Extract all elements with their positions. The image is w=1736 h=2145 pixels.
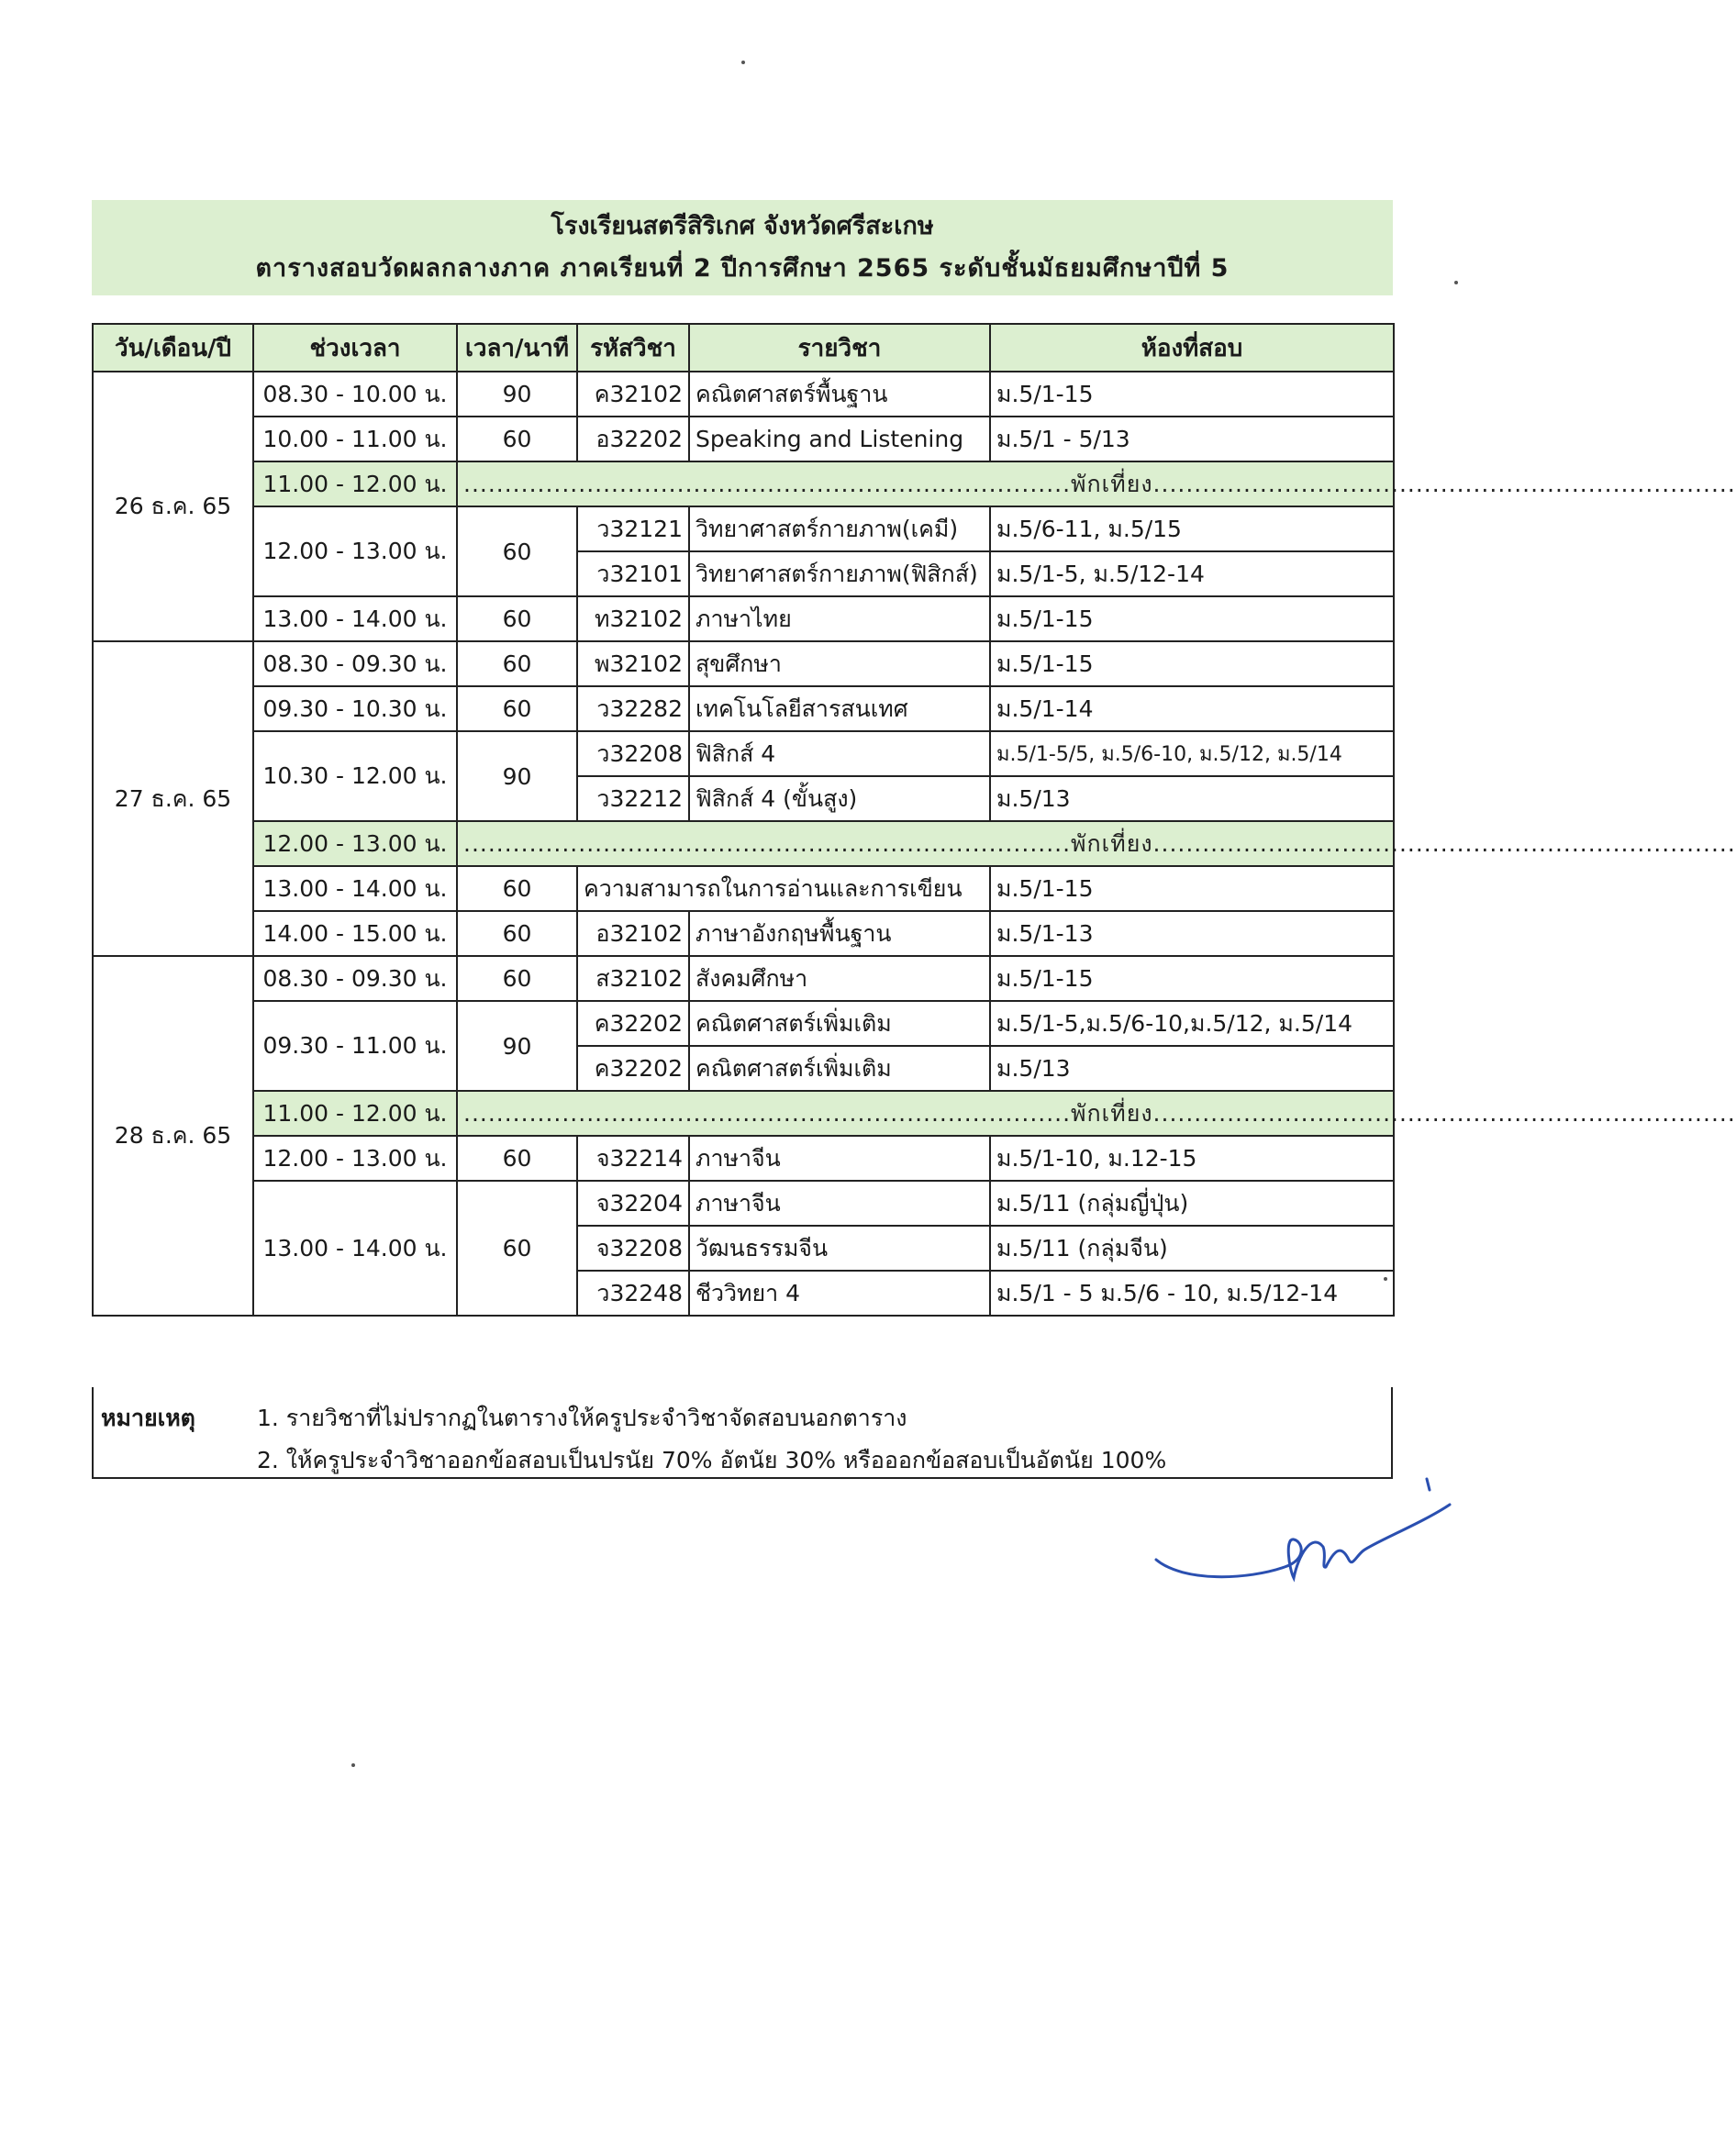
subject-cell: ภาษาจีน (689, 1136, 990, 1181)
code-cell: จ32214 (577, 1136, 689, 1181)
room-cell: ม.5/1-5/5, ม.5/6-10, ม.5/12, ม.5/14 (990, 731, 1394, 776)
room-cell: ม.5/1-15 (990, 372, 1394, 417)
minutes-cell: 90 (457, 1001, 577, 1091)
room-cell: ม.5/1-5, ม.5/12-14 (990, 551, 1394, 596)
exam-date: 26 ธ.ค. 65 (93, 372, 253, 641)
minutes-cell: 90 (457, 731, 577, 821)
exam-date: 27 ธ.ค. 65 (93, 641, 253, 956)
room-cell: ม.5/13 (990, 776, 1394, 821)
table-row (93, 417, 1394, 461)
col-header-minutes: เวลา/นาที (457, 324, 577, 372)
subject-cell: คณิตศาสตร์พื้นฐาน (689, 372, 990, 417)
minutes-cell: 60 (457, 686, 577, 731)
room-cell: ม.5/1-14 (990, 686, 1394, 731)
header-row (93, 324, 1394, 372)
room-cell: ม.5/11 (กลุ่มญี่ปุ่น) (990, 1181, 1394, 1226)
time-cell: 14.00 - 15.00 น. (253, 911, 457, 956)
lunch-break-row (93, 821, 1394, 866)
col-header-subject: รายวิชา (689, 324, 990, 372)
time-cell: 12.00 - 13.00 น. (253, 1136, 457, 1181)
table-row (93, 731, 1394, 776)
code-cell: ว32101 (577, 551, 689, 596)
room-cell: ม.5/1-5,ม.5/6-10,ม.5/12, ม.5/14 (990, 1001, 1394, 1046)
subject-cell: ภาษาไทย (689, 596, 990, 641)
lunch-break-row (93, 1091, 1394, 1136)
code-cell: ว32248 (577, 1271, 689, 1316)
col-header-room: ห้องที่สอบ (990, 324, 1394, 372)
table-row (93, 1181, 1394, 1226)
signature-tick (1427, 1479, 1430, 1490)
room-cell: ม.5/1 - 5 ม.5/6 - 10, ม.5/12-14 (990, 1271, 1394, 1316)
lunch-break-row (93, 461, 1394, 506)
minutes-cell: 60 (457, 506, 577, 596)
notes-label: หมายเหตุ (101, 1405, 195, 1431)
subject-cell: Speaking and Listening (689, 417, 990, 461)
time-cell: 09.30 - 11.00 น. (253, 1001, 457, 1091)
minutes-cell: 60 (457, 641, 577, 686)
exam-schedule-table (92, 323, 1736, 1317)
time-cell: 10.30 - 12.00 น. (253, 731, 457, 821)
time-cell: 13.00 - 14.00 น. (253, 596, 457, 641)
table-row (93, 1136, 1394, 1181)
exam-date: 28 ธ.ค. 65 (93, 956, 253, 1316)
col-header-code: รหัสวิชา (577, 324, 689, 372)
scan-speck (1454, 281, 1458, 284)
subject-cell: เทคโนโลยีสารสนเทศ (689, 686, 990, 731)
note-item: 1. รายวิชาที่ไม่ปรากฏในตารางให้ครูประจำวิชาจัดสอบนอกตาราง (257, 1405, 907, 1431)
time-cell: 12.00 - 13.00 น. (253, 506, 457, 596)
room-cell: ม.5/1-15 (990, 866, 1394, 911)
table-row (93, 866, 1394, 911)
code-cell: อ32202 (577, 417, 689, 461)
room-cell: ม.5/6-11, ม.5/15 (990, 506, 1394, 551)
time-cell: 08.30 - 09.30 น. (253, 641, 457, 686)
room-cell: ม.5/1-10, ม.12-15 (990, 1136, 1394, 1181)
table-row (93, 956, 1394, 1001)
table-row (93, 686, 1394, 731)
code-cell: จ32204 (577, 1181, 689, 1226)
minutes-cell: 60 (457, 1181, 577, 1316)
time-cell: 08.30 - 10.00 น. (253, 372, 457, 417)
table-row (93, 911, 1394, 956)
subject-cell: ภาษาจีน (689, 1181, 990, 1226)
scan-speck (1384, 1277, 1387, 1281)
col-header-date: วัน/เดือน/ปี (93, 324, 253, 372)
school-name: โรงเรียนสตรีสิริเกศ จังหวัดศรีสะเกษ (551, 212, 934, 240)
room-cell: ม.5/1-15 (990, 956, 1394, 1001)
code-cell: อ32102 (577, 911, 689, 956)
code-cell: ค32202 (577, 1001, 689, 1046)
room-cell: ม.5/1 - 5/13 (990, 417, 1394, 461)
time-cell: 12.00 - 13.00 น. (253, 821, 457, 866)
lunch-break-label: ..........................................................................พักเที่ยง....................................................................... (457, 461, 1394, 506)
subject-cell: วิทยาศาสตร์กายภาพ(ฟิสิกส์) (689, 551, 990, 596)
lunch-break-label: ..........................................................................พักเที่ยง....................................................................... (457, 1091, 1394, 1136)
subject-cell: คณิตศาสตร์เพิ่มเติม (689, 1001, 990, 1046)
code-cell: ว32208 (577, 731, 689, 776)
subject-cell: ความสามารถในการอ่านและการเขียน (577, 866, 990, 911)
exam-subtitle: ตารางสอบวัดผลกลางภาค ภาคเรียนที่ 2 ปีการศึกษา 2565 ระดับชั้นมัธยมศึกษาปีที่ 5 (255, 254, 1230, 283)
subject-cell: สังคมศึกษา (689, 956, 990, 1001)
subject-cell: สุขศึกษา (689, 641, 990, 686)
table-row (93, 596, 1394, 641)
lunch-break-label: ..........................................................................พักเที่ยง....................................................................... (457, 821, 1394, 866)
table-row (93, 1001, 1394, 1046)
code-cell: ว32282 (577, 686, 689, 731)
table-row (93, 506, 1394, 551)
code-cell: ค32202 (577, 1046, 689, 1091)
signature-mark (1147, 1468, 1459, 1615)
room-cell: ม.5/13 (990, 1046, 1394, 1091)
code-cell: ท32102 (577, 596, 689, 641)
subject-cell: ชีววิทยา 4 (689, 1271, 990, 1316)
minutes-cell: 60 (457, 417, 577, 461)
title-band (92, 200, 1393, 295)
minutes-cell: 90 (457, 372, 577, 417)
note-item: 2. ให้ครูประจำวิชาออกข้อสอบเป็นปรนัย 70% อัตนัย 30% หรือออกข้อสอบเป็นอัตนัย 100% (257, 1447, 1167, 1473)
minutes-cell: 60 (457, 1136, 577, 1181)
subject-cell: คณิตศาสตร์เพิ่มเติม (689, 1046, 990, 1091)
subject-cell: ภาษาอังกฤษพื้นฐาน (689, 911, 990, 956)
subject-cell: วัฒนธรรมจีน (689, 1226, 990, 1271)
time-cell: 13.00 - 14.00 น. (253, 1181, 457, 1316)
code-cell: ส32102 (577, 956, 689, 1001)
time-cell: 10.00 - 11.00 น. (253, 417, 457, 461)
minutes-cell: 60 (457, 911, 577, 956)
minutes-cell: 60 (457, 956, 577, 1001)
scan-speck (351, 1763, 355, 1767)
code-cell: พ32102 (577, 641, 689, 686)
subject-cell: ฟิสิกส์ 4 (ขั้นสูง) (689, 776, 990, 821)
time-cell: 09.30 - 10.30 น. (253, 686, 457, 731)
col-header-time: ช่วงเวลา (253, 324, 457, 372)
code-cell: ว32121 (577, 506, 689, 551)
minutes-cell: 60 (457, 866, 577, 911)
table-row (93, 641, 1394, 686)
time-cell: 11.00 - 12.00 น. (253, 461, 457, 506)
room-cell: ม.5/1-13 (990, 911, 1394, 956)
subject-cell: ฟิสิกส์ 4 (689, 731, 990, 776)
minutes-cell: 60 (457, 596, 577, 641)
code-cell: จ32208 (577, 1226, 689, 1271)
code-cell: ค32102 (577, 372, 689, 417)
table-row (93, 372, 1394, 417)
subject-cell: วิทยาศาสตร์กายภาพ(เคมี) (689, 506, 990, 551)
scan-speck (741, 61, 745, 64)
room-cell: ม.5/11 (กลุ่มจีน) (990, 1226, 1394, 1271)
room-cell: ม.5/1-15 (990, 641, 1394, 686)
time-cell: 13.00 - 14.00 น. (253, 866, 457, 911)
notes-box (92, 1387, 1393, 1479)
signature-stroke (1156, 1505, 1450, 1578)
time-cell: 08.30 - 09.30 น. (253, 956, 457, 1001)
code-cell: ว32212 (577, 776, 689, 821)
room-cell: ม.5/1-15 (990, 596, 1394, 641)
time-cell: 11.00 - 12.00 น. (253, 1091, 457, 1136)
